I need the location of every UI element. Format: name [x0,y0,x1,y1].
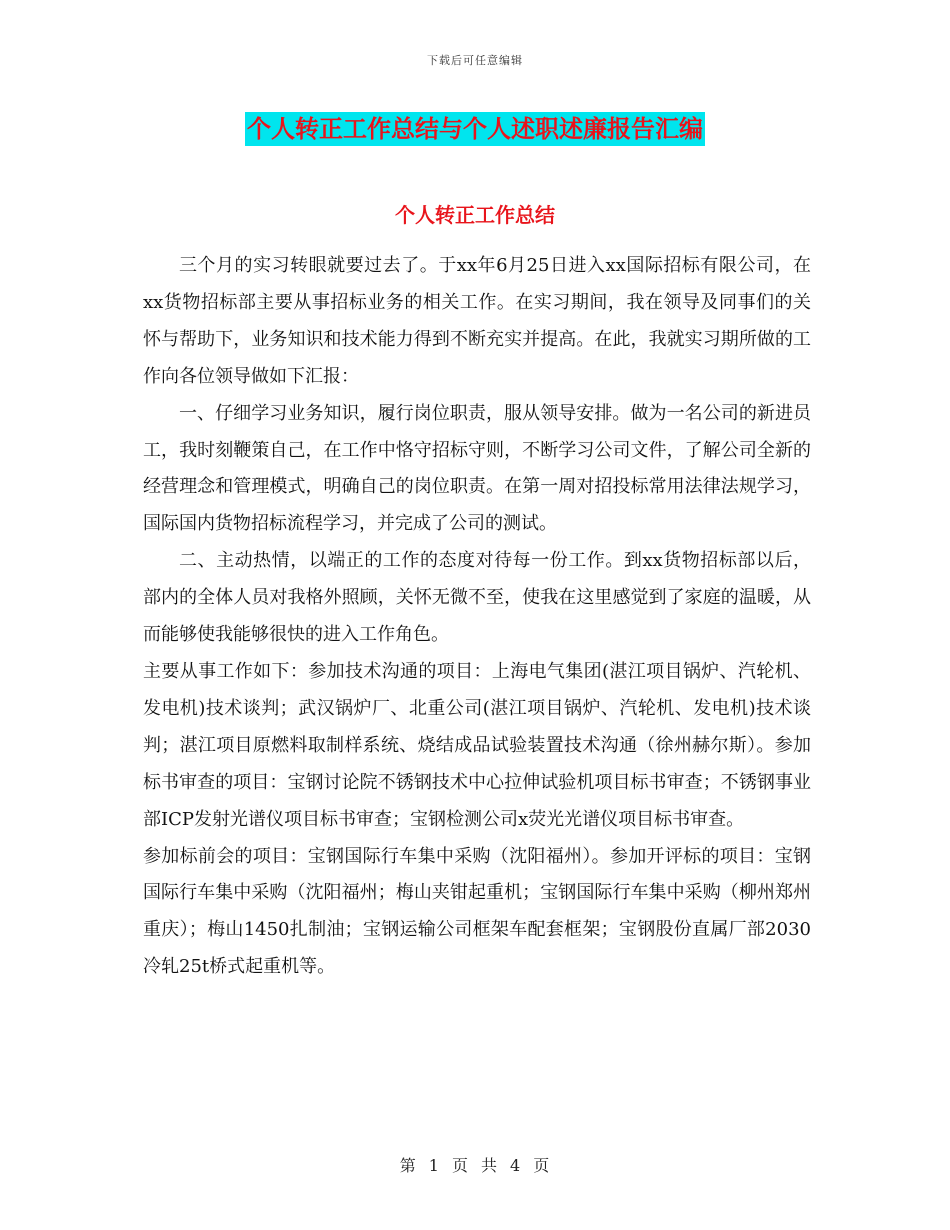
total-pages-number: 4 [510,1156,522,1175]
footer-label-page-unit: 页 [451,1156,469,1175]
paragraph: 参加标前会的项目：宝钢国际行车集中采购（沈阳福州）。参加开评标的项目：宝钢国际行车集中采购（沈阳福州；梅山夹钳起重机；宝钢国际行车集中采购（柳州郑州重庆）；梅山1450扎制油；宝钢运输公司框架车配套框架；宝钢股份直属厂部2030冷轧25t桥式起重机等。 [143,845,811,978]
footer-label-total-unit: 页 [533,1156,551,1175]
page-header-note: 下载后可任意编辑 [427,54,523,67]
main-title-container [0,112,950,146]
paragraph: 一、仔细学习业务知识，履行岗位职责，服从领导安排。做为一名公司的新进员工，我时刻鞭策自己，在工作中恪守招标守则，不断学习公司文件，了解公司全新的经营理念和管理模式，明确自己的岗位职责。在第一周对招投标常用法律法规学习，国际国内货物招标流程学习，并完成了公司的测试。 [143,402,811,535]
paragraph: 三个月的实习转眼就要过去了。于xx年6月25日进入xx国际招标有限公司，在xx货物招标部主要从事招标业务的相关工作。在实习期间，我在领导及同事们的关怀与帮助下，业务知识和技术能力得到不断充实并提高。在此，我就实习期所做的工作向各位领导做如下汇报： [143,255,811,387]
paragraph: 主要从事工作如下：参加技术沟通的项目：上海电气集团(湛江项目锅炉、汽轮机、发电机)技术谈判；武汉锅炉厂、北重公司(湛江项目锅炉、汽轮机、发电机)技术谈判；湛江项目原燃料取制样系统、烧结成品试验装置技术沟通（徐州赫尔斯）。参加标书审查的项目：宝钢讨论院不锈钢技术中心拉伸试验机项目标书审查；不锈钢事业部ICP发射光谱仪项目标书审查；宝钢检测公司x荧光光谱仪项目标书审查。 [143,660,811,830]
page-footer [0,1153,950,1176]
current-page-number: 1 [428,1156,440,1175]
section-title: 个人转正工作总结 [395,203,555,227]
paragraph: 二、主动热情，以端正的工作的态度对待每一份工作。到xx货物招标部以后，部内的全体人员对我格外照顾，关怀无微不至，使我在这里感觉到了家庭的温暖，从而能够使我能够很快的进入工作角色。 [143,550,811,646]
footer-label-page: 第 [399,1156,417,1175]
document-body [143,248,811,986]
main-title: 个人转正工作总结与个人述职述廉报告汇编 [245,112,705,146]
footer-label-total: 共 [481,1156,499,1175]
